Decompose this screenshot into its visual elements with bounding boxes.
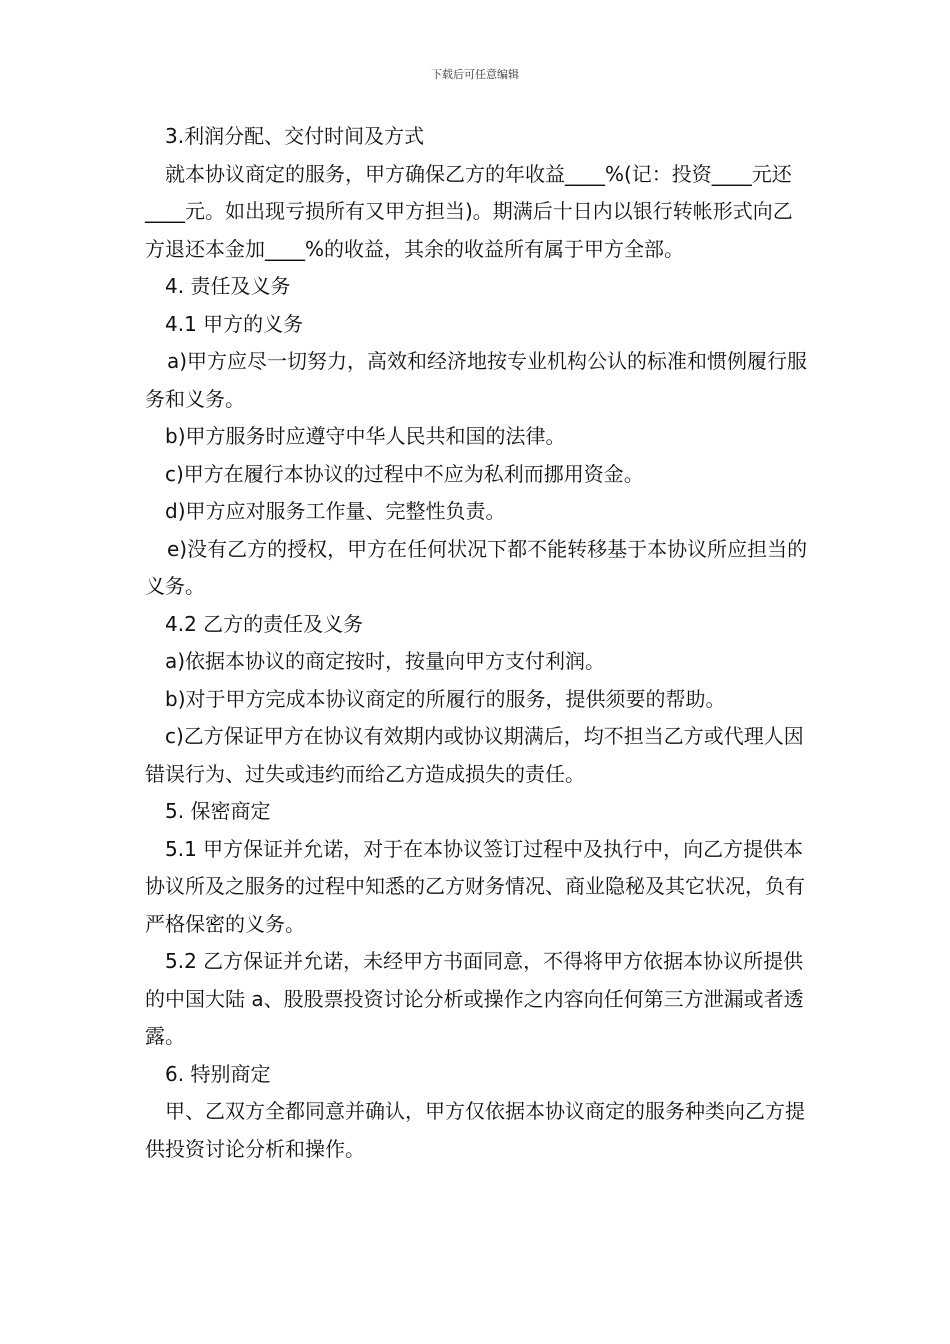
section-3-paragraph: 就本协议商定的服务，甲方确保乙方的年收益____%(记：投资____元还____元。如出现亏损所有又甲方担当)。期满后十日内以银行转帐形式向乙方退还本金加____%的收益，其余的收益所有属于甲方全部。	[145, 161, 793, 261]
section-4-title: 4. 责任及义务	[165, 274, 291, 298]
clause-4-1-e: e)没有乙方的授权，甲方在任何状况下都不能转移基于本协议所应担当的义务。	[145, 536, 808, 598]
clause-4-1-a: a)甲方应尽一切努力，高效和经济地按专业机构公认的标准和惯例履行服务和义务。	[145, 349, 808, 411]
clause-4-1-d: d)甲方应对服务工作量、完整性负责。	[165, 499, 506, 523]
clause-4-1-b: b)甲方服务时应遵守中华人民共和国的法律。	[165, 424, 566, 448]
clause-4-1-c: c)甲方在履行本协议的过程中不应为私利而挪用资金。	[165, 461, 644, 486]
section-3-title: 3.利润分配、交付时间及方式	[165, 124, 425, 148]
section-6-title: 6. 特别商定	[165, 1061, 271, 1086]
section-5-title: 5. 保密商定	[165, 799, 271, 823]
section-6-paragraph: 甲、乙双方全都同意并确认，甲方仅依据本协议商定的服务种类向乙方提供投资讨论分析和操作。	[145, 1099, 805, 1161]
section-4-1-title: 4.1 甲方的义务	[165, 311, 304, 336]
section-4-2-title: 4.2 乙方的责任及义务	[165, 611, 364, 636]
clause-5-1: 5.1 甲方保证并允诺，对于在本协议签订过程中及执行中，向乙方提供本协议所及之服务的过程中知悉的乙方财务情况、商业隐秘及其它状况，负有严格保密的义务。	[145, 836, 805, 936]
page-header: 下载后可任意编辑	[431, 68, 519, 81]
clause-4-2-c: c)乙方保证甲方在协议有效期内或协议期满后，均不担当乙方或代理人因错误行为、过失或违约而给乙方造成损失的责任。	[145, 724, 804, 786]
document-body	[145, 118, 810, 1168]
clause-5-2: 5.2 乙方保证并允诺，未经甲方书面同意，不得将甲方依据本协议所提供的中国大陆 a、股股票投资讨论分析或操作之内容向任何第三方泄漏或者透露。	[145, 949, 804, 1048]
clause-4-2-b: b)对于甲方完成本协议商定的所履行的服务，提供须要的帮助。	[165, 686, 726, 711]
clause-4-2-a: a)依据本协议的商定按时，按量向甲方支付利润。	[165, 649, 606, 673]
